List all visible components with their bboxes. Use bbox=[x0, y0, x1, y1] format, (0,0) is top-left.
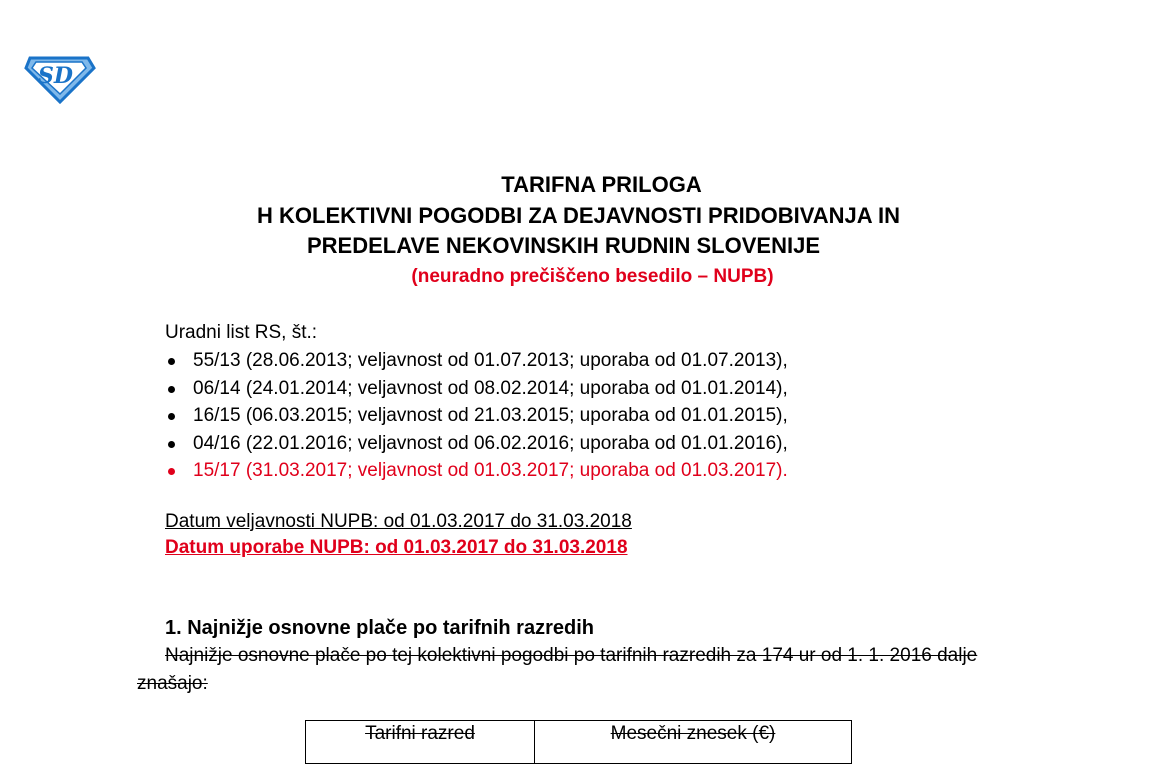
list-item-text: 55/13 (28.06.2013; veljavnost od 01.07.2013; uporaba od 01.07.2013), bbox=[193, 350, 788, 371]
section-1-heading: 1. Najnižje osnovne plače po tarifnih razredih bbox=[165, 617, 594, 639]
table-header-row bbox=[306, 721, 852, 764]
uradni-list-label: Uradni list RS, št.: bbox=[165, 322, 318, 343]
list-item-text: 16/15 (06.03.2015; veljavnost od 21.03.2015; uporaba od 01.01.2015), bbox=[193, 405, 788, 426]
title-line-1: TARIFNA PRILOGA bbox=[501, 172, 702, 197]
list-item bbox=[165, 347, 788, 375]
list-item-text: 06/14 (24.01.2014; veljavnost od 08.02.2014; uporaba od 01.01.2014), bbox=[193, 377, 788, 399]
list-item bbox=[165, 375, 788, 403]
logo bbox=[22, 50, 96, 104]
title-line-2: H KOLEKTIVNI POGODBI ZA DEJAVNOSTI PRIDOBIVANJA IN bbox=[257, 203, 900, 228]
sd-shield-logo-icon bbox=[22, 50, 96, 104]
list-item-text: 04/16 (22.01.2016; veljavnost od 06.02.2016; uporaba od 01.01.2016), bbox=[193, 432, 788, 454]
list-item bbox=[165, 430, 788, 458]
list-item bbox=[165, 402, 788, 430]
title-line-3: PREDELAVE NEKOVINSKIH RUDNIN SLOVENIJE bbox=[306, 233, 820, 258]
struck-paragraph: Najnižje osnovne plače po tej kolektivni pogodbi po tarifnih razredih za 174 ur od 1. 1. 2016 dalje znašajo: bbox=[137, 645, 978, 694]
list-item-highlighted bbox=[165, 457, 788, 485]
list-item-text: 15/17 (31.03.2017; veljavnost od 01.03.2017; uporaba od 01.03.2017). bbox=[193, 460, 788, 481]
bullet-icon bbox=[168, 358, 175, 365]
bullet-icon bbox=[168, 386, 175, 393]
tariff-table bbox=[305, 720, 852, 764]
table-header-tarifni-razred: Tarifni razred bbox=[306, 721, 535, 764]
table-header-mesecni-znesek: Mesečni znesek (€) bbox=[535, 721, 852, 764]
bullet-icon bbox=[168, 441, 175, 448]
datum-veljavnosti: Datum veljavnosti NUPB: od 01.03.2017 do 31.03.2018 bbox=[165, 511, 632, 532]
publication-list bbox=[165, 347, 788, 485]
datum-uporabe: Datum uporabe NUPB: od 01.03.2017 do 31.03.2018 bbox=[165, 537, 628, 558]
bullet-icon bbox=[168, 413, 175, 420]
bullet-icon bbox=[168, 468, 175, 475]
svg-text:SD: SD bbox=[38, 63, 73, 89]
subtitle-nupb: (neuradno prečiščeno besedilo – NUPB) bbox=[411, 266, 774, 287]
